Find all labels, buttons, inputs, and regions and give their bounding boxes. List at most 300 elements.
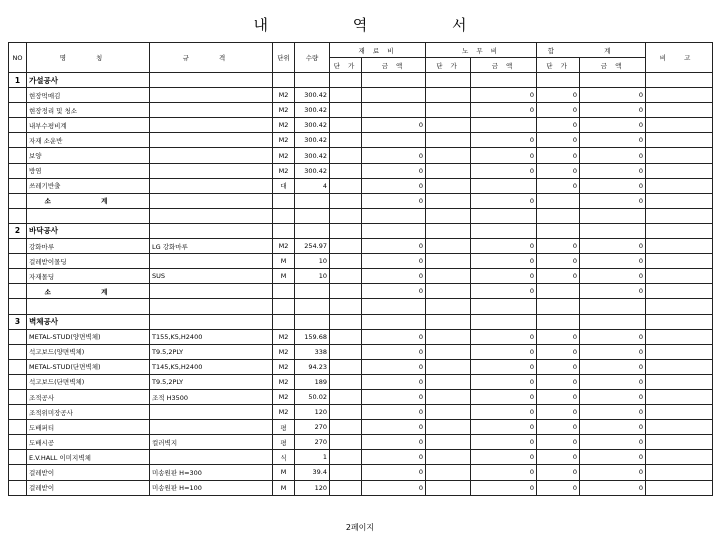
material-unit-price	[330, 148, 362, 163]
item-qty: 254.97	[295, 239, 330, 254]
material-unit-price	[330, 269, 362, 284]
material-amount: 0	[362, 269, 426, 284]
empty-cell	[646, 314, 713, 329]
total-unit-price: 0	[537, 103, 580, 118]
remark-cell	[646, 435, 713, 450]
table-row	[9, 465, 713, 480]
labor-unit-price	[426, 254, 471, 269]
item-qty: 1	[295, 450, 330, 465]
item-qty: 300.42	[295, 133, 330, 148]
labor-amount	[471, 118, 537, 133]
section-number: 3	[9, 314, 27, 329]
section-name: 가설공사	[27, 73, 150, 88]
table-row	[9, 450, 713, 465]
empty-cell	[273, 193, 295, 208]
labor-amount: 0	[471, 435, 537, 450]
empty-cell	[537, 193, 580, 208]
empty-cell	[471, 299, 537, 314]
labor-amount: 0	[471, 344, 537, 359]
labor-amount: 0	[471, 88, 537, 103]
remark-cell	[646, 344, 713, 359]
item-spec: T155,K5,H2400	[150, 329, 273, 344]
material-unit-price	[330, 420, 362, 435]
item-qty: 300.42	[295, 148, 330, 163]
item-qty: 300.42	[295, 118, 330, 133]
row-no	[9, 269, 27, 284]
subtotal-label: 소 계	[27, 193, 150, 208]
material-amount: 0	[362, 420, 426, 435]
header-total: 합 계	[537, 43, 646, 58]
labor-amount: 0	[471, 133, 537, 148]
item-name: 걸레받이몰딩	[27, 254, 150, 269]
item-name: 조적위미장공사	[27, 405, 150, 420]
labor-unit-price	[426, 329, 471, 344]
item-spec: T145,K5,H2400	[150, 359, 273, 374]
remark-cell	[646, 133, 713, 148]
labor-unit-price	[426, 405, 471, 420]
material-unit-price	[330, 374, 362, 389]
row-no	[9, 405, 27, 420]
header-spec: 규 격	[150, 43, 273, 73]
subtotal-label: 소 계	[27, 284, 150, 299]
labor-unit-price	[426, 163, 471, 178]
item-unit: M2	[273, 118, 295, 133]
total-amount: 0	[580, 254, 646, 269]
row-no	[9, 133, 27, 148]
item-name: 조적공사	[27, 389, 150, 404]
row-no	[9, 359, 27, 374]
subtotal-total-amount: 0	[580, 193, 646, 208]
document-title: 내 역 서	[253, 16, 507, 34]
total-unit-price: 0	[537, 269, 580, 284]
empty-cell	[150, 284, 273, 299]
item-name: 방염	[27, 163, 150, 178]
item-spec	[150, 133, 273, 148]
labor-amount: 0	[471, 465, 537, 480]
total-amount: 0	[580, 103, 646, 118]
item-spec	[150, 163, 273, 178]
table-row	[9, 269, 713, 284]
material-amount: 0	[362, 118, 426, 133]
labor-amount: 0	[471, 148, 537, 163]
labor-unit-price	[426, 178, 471, 193]
item-unit: 대	[273, 178, 295, 193]
empty-cell	[537, 208, 580, 223]
total-unit-price: 0	[537, 374, 580, 389]
item-qty: 270	[295, 420, 330, 435]
labor-amount: 0	[471, 254, 537, 269]
item-unit: M	[273, 254, 295, 269]
empty-cell	[426, 208, 471, 223]
remark-cell	[646, 374, 713, 389]
row-no	[9, 374, 27, 389]
total-unit-price: 0	[537, 239, 580, 254]
section-number: 2	[9, 223, 27, 238]
item-unit: M2	[273, 148, 295, 163]
item-qty: 159.68	[295, 329, 330, 344]
row-no	[9, 465, 27, 480]
empty-cell	[150, 73, 273, 88]
table-row	[9, 239, 713, 254]
item-qty: 300.42	[295, 163, 330, 178]
item-name: 도배퍼티	[27, 420, 150, 435]
total-amount: 0	[580, 344, 646, 359]
empty-cell	[295, 284, 330, 299]
total-amount: 0	[580, 178, 646, 193]
empty-cell	[273, 314, 295, 329]
total-amount: 0	[580, 420, 646, 435]
table-row	[9, 133, 713, 148]
row-no	[9, 435, 27, 450]
total-unit-price: 0	[537, 435, 580, 450]
item-unit: M2	[273, 163, 295, 178]
empty-cell	[150, 208, 273, 223]
material-unit-price	[330, 239, 362, 254]
item-unit: M2	[273, 239, 295, 254]
item-name: 걸레받이	[27, 480, 150, 495]
labor-amount: 0	[471, 329, 537, 344]
labor-amount: 0	[471, 405, 537, 420]
table-row	[9, 389, 713, 404]
labor-unit-price	[426, 374, 471, 389]
total-unit-price: 0	[537, 389, 580, 404]
header-labor-amount: 금 액	[471, 58, 537, 73]
empty-cell	[426, 314, 471, 329]
table-row	[9, 359, 713, 374]
row-no	[9, 148, 27, 163]
material-amount: 0	[362, 163, 426, 178]
item-qty: 10	[295, 269, 330, 284]
empty-cell	[150, 223, 273, 238]
empty-cell	[273, 299, 295, 314]
empty-cell	[27, 299, 150, 314]
material-amount: 0	[362, 374, 426, 389]
item-name: METAL-STUD(양면벽체)	[27, 329, 150, 344]
total-amount: 0	[580, 374, 646, 389]
subtotal-labor-amount: 0	[471, 193, 537, 208]
material-unit-price	[330, 435, 362, 450]
remark-cell	[646, 359, 713, 374]
material-unit-price	[330, 405, 362, 420]
item-spec: T9.5,2PLY	[150, 374, 273, 389]
labor-amount	[471, 178, 537, 193]
labor-amount: 0	[471, 269, 537, 284]
empty-cell	[646, 208, 713, 223]
remark-cell	[646, 239, 713, 254]
row-no	[9, 284, 27, 299]
item-spec	[150, 118, 273, 133]
labor-unit-price	[426, 133, 471, 148]
empty-cell	[362, 314, 426, 329]
remark-cell	[646, 389, 713, 404]
labor-unit-price	[426, 239, 471, 254]
item-unit: 평	[273, 435, 295, 450]
subtotal-row	[9, 284, 713, 299]
material-unit-price	[330, 178, 362, 193]
item-spec: 미송원판 H=300	[150, 465, 273, 480]
table-row	[9, 405, 713, 420]
section-row	[9, 314, 713, 329]
empty-cell	[295, 193, 330, 208]
empty-cell	[150, 193, 273, 208]
item-qty: 338	[295, 344, 330, 359]
item-qty: 10	[295, 254, 330, 269]
table-row	[9, 88, 713, 103]
empty-cell	[646, 223, 713, 238]
empty-cell	[471, 223, 537, 238]
remark-cell	[646, 284, 713, 299]
total-amount: 0	[580, 359, 646, 374]
total-amount: 0	[580, 480, 646, 495]
header-material: 재 료 비	[330, 43, 426, 58]
header-total-amount: 금 액	[580, 58, 646, 73]
item-unit: M2	[273, 103, 295, 118]
header-unit: 단위	[273, 43, 295, 73]
item-spec: T9.5,2PLY	[150, 344, 273, 359]
empty-cell	[537, 223, 580, 238]
material-unit-price	[330, 465, 362, 480]
remark-cell	[646, 103, 713, 118]
subtotal-material-amount: 0	[362, 284, 426, 299]
section-name: 바닥공사	[27, 223, 150, 238]
item-spec	[150, 450, 273, 465]
labor-amount: 0	[471, 420, 537, 435]
row-no	[9, 88, 27, 103]
material-amount: 0	[362, 254, 426, 269]
total-unit-price: 0	[537, 118, 580, 133]
empty-cell	[27, 208, 150, 223]
material-unit-price	[330, 450, 362, 465]
table-header	[9, 43, 713, 73]
empty-cell	[330, 193, 362, 208]
table-body	[9, 73, 713, 496]
table-row	[9, 480, 713, 495]
header-total-unit-price: 단 가	[537, 58, 580, 73]
header-remark: 비 고	[646, 43, 713, 73]
labor-unit-price	[426, 88, 471, 103]
item-qty: 300.42	[295, 103, 330, 118]
empty-cell	[426, 284, 471, 299]
remark-cell	[646, 118, 713, 133]
header-labor-unit-price: 단 가	[426, 58, 471, 73]
table-row	[9, 344, 713, 359]
empty-cell	[150, 299, 273, 314]
item-qty: 94.23	[295, 359, 330, 374]
total-amount: 0	[580, 239, 646, 254]
labor-unit-price	[426, 450, 471, 465]
labor-unit-price	[426, 148, 471, 163]
material-amount: 0	[362, 359, 426, 374]
row-no	[9, 163, 27, 178]
page-number: 2페이지	[345, 523, 375, 532]
total-unit-price: 0	[537, 254, 580, 269]
section-name: 벽체공사	[27, 314, 150, 329]
labor-unit-price	[426, 420, 471, 435]
item-name: 현장정리 및 청소	[27, 103, 150, 118]
empty-cell	[426, 299, 471, 314]
material-amount: 0	[362, 389, 426, 404]
material-amount: 0	[362, 450, 426, 465]
item-spec	[150, 420, 273, 435]
row-no	[9, 329, 27, 344]
labor-amount: 0	[471, 103, 537, 118]
material-unit-price	[330, 344, 362, 359]
section-row	[9, 73, 713, 88]
item-name: 자재 소운반	[27, 133, 150, 148]
empty-cell	[537, 299, 580, 314]
material-amount: 0	[362, 405, 426, 420]
blank-row	[9, 299, 713, 314]
item-spec: SUS	[150, 269, 273, 284]
empty-cell	[426, 223, 471, 238]
material-amount: 0	[362, 465, 426, 480]
row-no	[9, 420, 27, 435]
item-name: 석고보드(단면벽체)	[27, 374, 150, 389]
item-spec: 컬러벽지	[150, 435, 273, 450]
empty-cell	[471, 208, 537, 223]
row-no	[9, 480, 27, 495]
item-name: 보양	[27, 148, 150, 163]
total-amount: 0	[580, 269, 646, 284]
total-unit-price: 0	[537, 88, 580, 103]
remark-cell	[646, 163, 713, 178]
labor-amount: 0	[471, 374, 537, 389]
remark-cell	[646, 450, 713, 465]
item-unit: M2	[273, 344, 295, 359]
empty-cell	[362, 73, 426, 88]
total-unit-price: 0	[537, 148, 580, 163]
material-amount: 0	[362, 329, 426, 344]
total-unit-price: 0	[537, 178, 580, 193]
material-unit-price	[330, 163, 362, 178]
header-material-unit-price: 단 가	[330, 58, 362, 73]
item-qty: 120	[295, 480, 330, 495]
empty-cell	[330, 223, 362, 238]
material-unit-price	[330, 103, 362, 118]
empty-cell	[471, 73, 537, 88]
item-unit: M	[273, 480, 295, 495]
empty-cell	[580, 299, 646, 314]
item-unit: M2	[273, 88, 295, 103]
total-amount: 0	[580, 148, 646, 163]
header-qty: 수량	[295, 43, 330, 73]
total-amount: 0	[580, 389, 646, 404]
empty-cell	[273, 284, 295, 299]
empty-cell	[580, 73, 646, 88]
total-unit-price: 0	[537, 405, 580, 420]
item-spec: 미송원판 H=100	[150, 480, 273, 495]
labor-unit-price	[426, 118, 471, 133]
item-name: 자재몰딩	[27, 269, 150, 284]
total-unit-price: 0	[537, 163, 580, 178]
table-row	[9, 118, 713, 133]
labor-unit-price	[426, 103, 471, 118]
empty-cell	[362, 223, 426, 238]
empty-cell	[362, 299, 426, 314]
item-spec	[150, 88, 273, 103]
material-amount: 0	[362, 344, 426, 359]
item-qty: 120	[295, 405, 330, 420]
row-no	[9, 193, 27, 208]
material-unit-price	[330, 118, 362, 133]
labor-amount: 0	[471, 163, 537, 178]
empty-cell	[646, 299, 713, 314]
labor-unit-price	[426, 465, 471, 480]
table-row	[9, 435, 713, 450]
empty-cell	[580, 208, 646, 223]
item-name: 쓰레기반출	[27, 178, 150, 193]
item-name: 강화마루	[27, 239, 150, 254]
remark-cell	[646, 420, 713, 435]
total-amount: 0	[580, 329, 646, 344]
section-row	[9, 223, 713, 238]
remark-cell	[646, 178, 713, 193]
item-unit: 평	[273, 420, 295, 435]
item-name: 현장먹매김	[27, 88, 150, 103]
total-unit-price: 0	[537, 329, 580, 344]
header-name: 명 칭	[27, 43, 150, 73]
empty-cell	[273, 223, 295, 238]
table-row	[9, 103, 713, 118]
item-qty: 39.4	[295, 465, 330, 480]
item-spec	[150, 103, 273, 118]
header-no: NO	[9, 43, 27, 73]
item-spec	[150, 148, 273, 163]
item-qty: 270	[295, 435, 330, 450]
item-name: 내부수평비계	[27, 118, 150, 133]
remark-cell	[646, 269, 713, 284]
empty-cell	[150, 314, 273, 329]
table-row	[9, 163, 713, 178]
labor-amount: 0	[471, 359, 537, 374]
empty-cell	[295, 223, 330, 238]
total-amount: 0	[580, 450, 646, 465]
empty-cell	[9, 208, 27, 223]
table-row	[9, 420, 713, 435]
subtotal-labor-amount: 0	[471, 284, 537, 299]
material-unit-price	[330, 359, 362, 374]
blank-row	[9, 208, 713, 223]
empty-cell	[330, 208, 362, 223]
remark-cell	[646, 480, 713, 495]
remark-cell	[646, 465, 713, 480]
labor-unit-price	[426, 480, 471, 495]
remark-cell	[646, 405, 713, 420]
empty-cell	[537, 284, 580, 299]
total-unit-price: 0	[537, 344, 580, 359]
remark-cell	[646, 254, 713, 269]
row-no	[9, 118, 27, 133]
item-unit: M2	[273, 374, 295, 389]
item-spec: LG 강화마루	[150, 239, 273, 254]
material-unit-price	[330, 133, 362, 148]
table-row	[9, 148, 713, 163]
item-unit: M	[273, 465, 295, 480]
empty-cell	[9, 299, 27, 314]
item-qty: 4	[295, 178, 330, 193]
total-unit-price: 0	[537, 450, 580, 465]
total-amount: 0	[580, 465, 646, 480]
labor-unit-price	[426, 359, 471, 374]
row-no	[9, 103, 27, 118]
total-amount: 0	[580, 435, 646, 450]
remark-cell	[646, 329, 713, 344]
empty-cell	[646, 73, 713, 88]
subtotal-material-amount: 0	[362, 193, 426, 208]
item-name: 석고보드(양면벽체)	[27, 344, 150, 359]
labor-unit-price	[426, 389, 471, 404]
empty-cell	[580, 223, 646, 238]
